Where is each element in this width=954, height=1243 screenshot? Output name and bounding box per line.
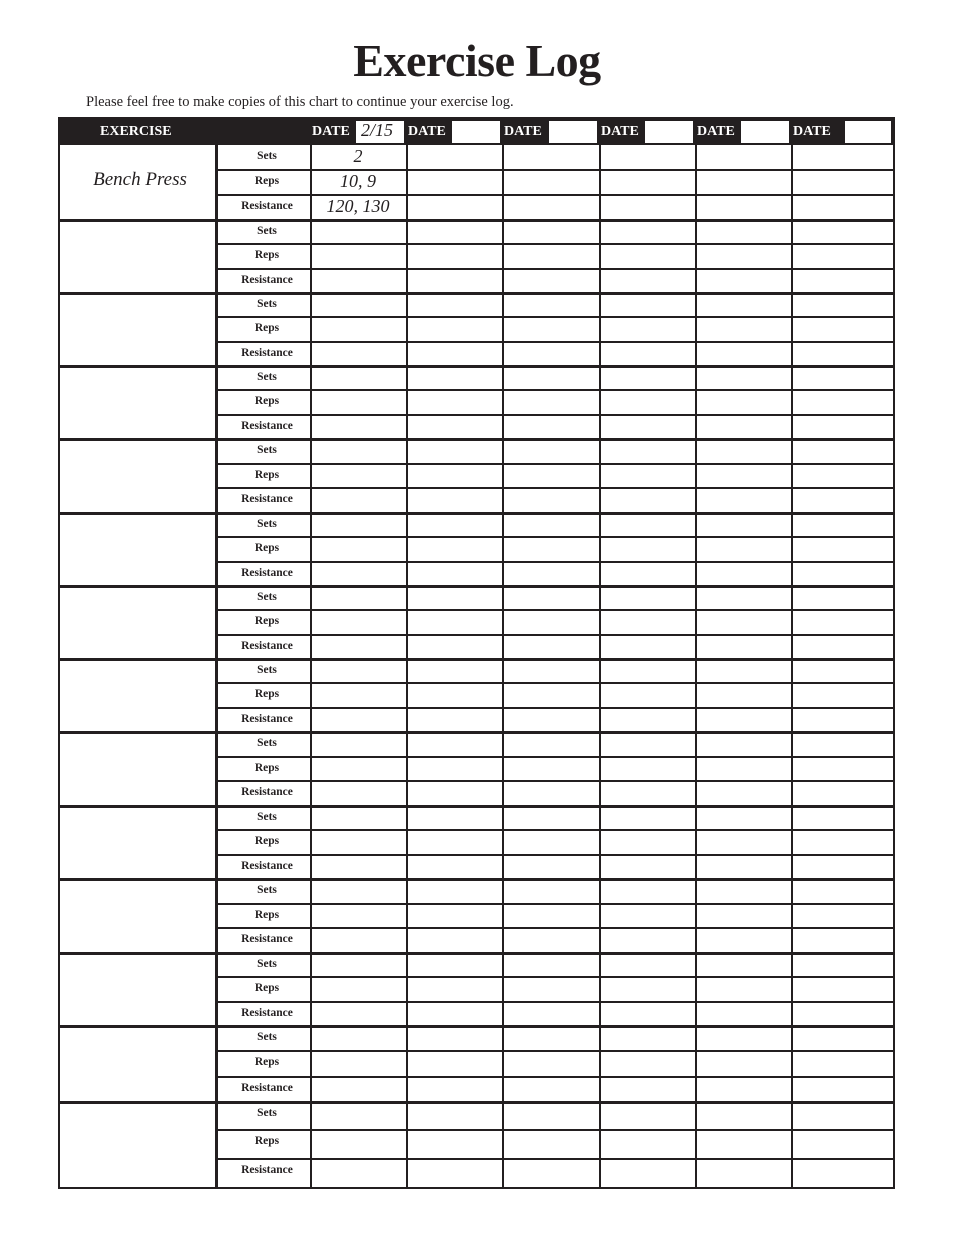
block-divider [60, 219, 893, 222]
row-divider [215, 487, 893, 489]
row-label-resistance: Resistance [241, 786, 293, 799]
row-label-resistance: Resistance [241, 566, 293, 579]
row-divider [215, 414, 893, 416]
row-divider [215, 316, 893, 318]
row-divider [215, 854, 893, 856]
exercise-name[interactable]: Bench Press [93, 168, 187, 190]
row-label-sets: Sets [257, 591, 277, 603]
date-header-4 [599, 119, 695, 145]
row-divider [215, 609, 893, 611]
row-divider [215, 536, 893, 538]
block-divider [60, 878, 893, 881]
entry-resistance[interactable]: 120, 130 [326, 196, 390, 216]
row-label-resistance: Resistance [241, 200, 293, 212]
row-divider [215, 634, 893, 636]
block-divider [60, 952, 893, 955]
row-label-resistance: Resistance [241, 1006, 293, 1019]
row-divider [215, 903, 893, 905]
date-header-label: DATE [312, 124, 350, 139]
date-header-6 [791, 119, 893, 145]
row-label-resistance: Resistance [241, 933, 293, 946]
date-header-label: DATE [793, 124, 831, 139]
row-label-reps: Reps [254, 395, 280, 408]
row-label-reps: Reps [254, 249, 280, 262]
row-label-sets: Sets [257, 150, 277, 162]
row-label-sets: Sets [257, 298, 277, 310]
block-divider [60, 292, 893, 295]
row-label-reps: Reps [254, 542, 280, 555]
row-divider [215, 682, 893, 684]
divider-vertical [695, 145, 697, 1187]
row-label-resistance: Resistance [241, 1163, 293, 1176]
row-label-resistance: Resistance [241, 273, 293, 286]
date-input-box[interactable] [845, 121, 891, 143]
row-divider [215, 243, 893, 245]
row-label-reps: Reps [254, 175, 280, 187]
row-divider [215, 268, 893, 270]
row-divider [215, 389, 893, 391]
row-label-sets: Sets [257, 225, 277, 237]
divider-vertical [215, 145, 218, 1187]
row-divider [215, 927, 893, 929]
row-divider [215, 1158, 893, 1160]
divider-vertical [599, 145, 601, 1187]
row-label-sets: Sets [257, 884, 277, 896]
row-label-sets: Sets [257, 371, 277, 383]
row-divider [215, 561, 893, 563]
block-divider [60, 585, 893, 588]
row-label-reps: Reps [254, 982, 280, 995]
row-label-reps: Reps [254, 908, 280, 921]
date-input-box[interactable] [549, 121, 597, 143]
row-label-resistance: Resistance [241, 639, 293, 652]
block-divider [60, 1101, 893, 1104]
page-title: Exercise Log [353, 35, 601, 86]
row-label-resistance: Resistance [241, 859, 293, 872]
entry-reps[interactable]: 10, 9 [340, 171, 376, 191]
row-label-sets: Sets [257, 664, 277, 676]
row-label-reps: Reps [254, 1056, 280, 1069]
date-value: 2/15 [361, 120, 394, 140]
block-divider [60, 365, 893, 368]
row-divider [215, 463, 893, 465]
block-divider [60, 1025, 893, 1028]
row-label-resistance: Resistance [241, 419, 293, 432]
divider-vertical [791, 145, 793, 1187]
row-label-sets: Sets [257, 444, 277, 456]
divider-vertical [406, 145, 408, 1187]
row-divider [215, 780, 893, 782]
block-divider [60, 658, 893, 661]
block-divider [60, 805, 893, 808]
row-label-reps: Reps [254, 835, 280, 848]
exercise-header-label: EXERCISE [100, 124, 172, 139]
date-header-label: DATE [408, 124, 446, 139]
row-label-resistance: Resistance [241, 346, 293, 359]
date-header-5 [695, 119, 791, 145]
exercise-header [60, 119, 310, 145]
row-divider [215, 1076, 893, 1078]
page-subtitle: Please feel free to make copies of this chart to continue your exercise log. [86, 94, 514, 110]
row-divider [215, 1050, 893, 1052]
block-divider [60, 512, 893, 515]
block-divider [60, 731, 893, 734]
entry-sets[interactable]: 2 [353, 146, 363, 166]
date-header-1 [310, 119, 406, 145]
row-divider [215, 707, 893, 709]
exercise-log-table [58, 117, 895, 1189]
row-label-sets: Sets [257, 737, 277, 749]
date-input-box[interactable] [741, 121, 789, 143]
row-divider [215, 341, 893, 343]
row-label-reps: Reps [254, 761, 280, 774]
row-label-reps: Reps [254, 468, 280, 481]
row-label-reps: Reps [254, 1135, 280, 1148]
row-divider [215, 976, 893, 978]
row-divider [215, 1001, 893, 1003]
row-label-resistance: Resistance [241, 493, 293, 506]
row-label-sets: Sets [257, 1107, 277, 1119]
date-input-box[interactable] [452, 121, 500, 143]
row-divider [215, 1129, 893, 1131]
block-divider [60, 438, 893, 441]
date-header-3 [502, 119, 599, 145]
row-label-sets: Sets [257, 518, 277, 530]
row-label-sets: Sets [257, 958, 277, 970]
date-input-box[interactable] [645, 121, 693, 143]
row-label-reps: Reps [254, 688, 280, 701]
row-label-reps: Reps [254, 322, 280, 335]
date-input-box[interactable] [356, 121, 404, 143]
date-header-label: DATE [697, 124, 735, 139]
row-divider [215, 829, 893, 831]
row-label-resistance: Resistance [241, 1081, 293, 1094]
date-header-label: DATE [601, 124, 639, 139]
date-header-2 [406, 119, 502, 145]
row-label-reps: Reps [254, 615, 280, 628]
divider-vertical [502, 145, 504, 1187]
date-header-label: DATE [504, 124, 542, 139]
row-label-resistance: Resistance [241, 712, 293, 725]
row-label-sets: Sets [257, 811, 277, 823]
row-divider [215, 756, 893, 758]
row-label-sets: Sets [257, 1031, 277, 1043]
